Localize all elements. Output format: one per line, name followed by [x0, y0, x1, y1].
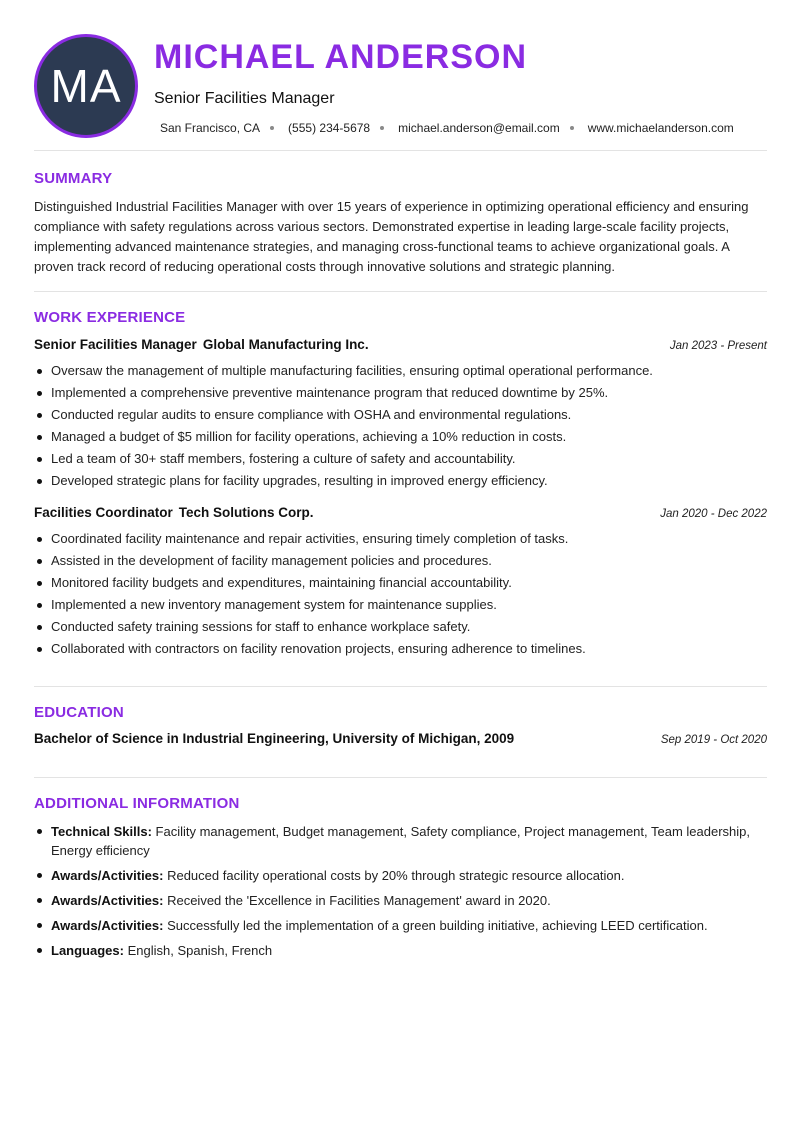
resume-header	[0, 0, 800, 150]
job-entry	[34, 336, 767, 492]
list-item: Collaborated with contractors on facility renovation projects, ensuring adherence to timelines.	[34, 638, 767, 660]
list-item: Coordinated facility maintenance and repair activities, ensuring timely completion of tasks.	[34, 528, 767, 550]
candidate-name: MICHAEL ANDERSON	[154, 38, 528, 76]
education-section	[34, 704, 767, 746]
contact-phone: (555) 234-5678	[288, 121, 371, 135]
job-bullets	[34, 528, 767, 660]
list-item: Oversaw the management of multiple manufacturing facilities, ensuring optimal operational performance.	[34, 360, 767, 382]
list-item: Conducted regular audits to ensure compliance with OSHA and environmental regulations.	[34, 404, 767, 426]
job-role-company	[34, 504, 314, 522]
education-entry	[34, 731, 767, 746]
separator-dot-icon	[380, 126, 384, 130]
info-label: Languages:	[51, 943, 124, 958]
job-role: Facilities Coordinator	[34, 505, 173, 520]
info-label: Technical Skills:	[51, 824, 152, 839]
contact-location: San Francisco, CA	[160, 121, 261, 135]
job-role: Senior Facilities Manager	[34, 337, 197, 352]
job-company: Global Manufacturing Inc.	[202, 337, 369, 352]
section-divider	[34, 150, 767, 151]
info-label: Awards/Activities:	[51, 918, 164, 933]
contact-email[interactable]: michael.anderson@email.com	[398, 121, 560, 135]
job-role-company	[34, 336, 369, 354]
info-text: English, Spanish, French	[123, 943, 273, 958]
list-item	[34, 891, 767, 910]
info-label: Awards/Activities:	[51, 893, 164, 908]
experience-heading: WORK EXPERIENCE	[34, 309, 186, 326]
job-date: Jan 2023 - Present	[669, 340, 767, 352]
list-item: Implemented a new inventory management system for maintenance supplies.	[34, 594, 767, 616]
summary-section	[34, 170, 767, 277]
avatar-initials: MA	[50, 60, 122, 112]
list-item	[34, 866, 767, 885]
additional-heading: ADDITIONAL INFORMATION	[34, 795, 240, 812]
experience-section	[34, 309, 767, 660]
list-item: Assisted in the development of facility management policies and procedures.	[34, 550, 767, 572]
info-text: Facility management, Budget management, Safety compliance, Project management, Team leadership, Energy efficiency	[51, 824, 750, 858]
job-company: Tech Solutions Corp.	[178, 505, 314, 520]
list-item: Conducted safety training sessions for staff to enhance workplace safety.	[34, 616, 767, 638]
separator-dot-icon	[570, 126, 574, 130]
summary-heading: SUMMARY	[34, 170, 113, 187]
list-item: Developed strategic plans for facility upgrades, resulting in improved energy efficiency.	[34, 470, 767, 492]
list-item: Managed a budget of $5 million for facility operations, achieving a 10% reduction in costs.	[34, 426, 767, 448]
list-item: Implemented a comprehensive preventive maintenance program that reduced downtime by 25%.	[34, 382, 767, 404]
education-date: Sep 2019 - Oct 2020	[660, 734, 767, 746]
job-entry	[34, 504, 767, 660]
list-item	[34, 916, 767, 935]
education-degree: Bachelor of Science in Industrial Engineering, University of Michigan, 2009	[34, 731, 515, 746]
list-item: Monitored facility budgets and expenditures, maintaining financial accountability.	[34, 572, 767, 594]
section-divider	[34, 777, 767, 778]
job-date: Jan 2020 - Dec 2022	[660, 508, 767, 520]
education-heading: EDUCATION	[34, 704, 124, 721]
additional-section	[34, 795, 767, 966]
info-text: Successfully led the implementation of a green building initiative, achieving LEED certification.	[163, 918, 708, 933]
list-item: Led a team of 30+ staff members, fostering a culture of safety and accountability.	[34, 448, 767, 470]
separator-dot-icon	[270, 126, 274, 130]
summary-text: Distinguished Industrial Facilities Manager with over 15 years of experience in optimizing operational efficiency and ensuring compliance with safety regulations across various sectors. Demonstrated expertise in leading large-scale facility projects, implementing advanced maintenance strategies, and managing cross-functional teams to achieve organizational goals. A proven track record of reducing operational costs through innovative solutions and strategic planning.	[34, 199, 749, 274]
candidate-title: Senior Facilities Manager	[154, 90, 335, 107]
job-header	[34, 336, 767, 354]
avatar	[34, 34, 138, 138]
job-header	[34, 504, 767, 522]
contact-bar	[160, 121, 734, 135]
job-bullets	[34, 360, 767, 492]
info-text: Reduced facility operational costs by 20% through strategic resource allocation.	[163, 868, 625, 883]
info-text: Received the 'Excellence in Facilities Management' award in 2020.	[163, 893, 551, 908]
contact-website[interactable]: www.michaelanderson.com	[587, 121, 734, 135]
info-label: Awards/Activities:	[51, 868, 164, 883]
section-divider	[34, 291, 767, 292]
additional-list	[34, 822, 767, 960]
list-item	[34, 822, 767, 860]
list-item	[34, 941, 767, 960]
section-divider	[34, 686, 767, 687]
